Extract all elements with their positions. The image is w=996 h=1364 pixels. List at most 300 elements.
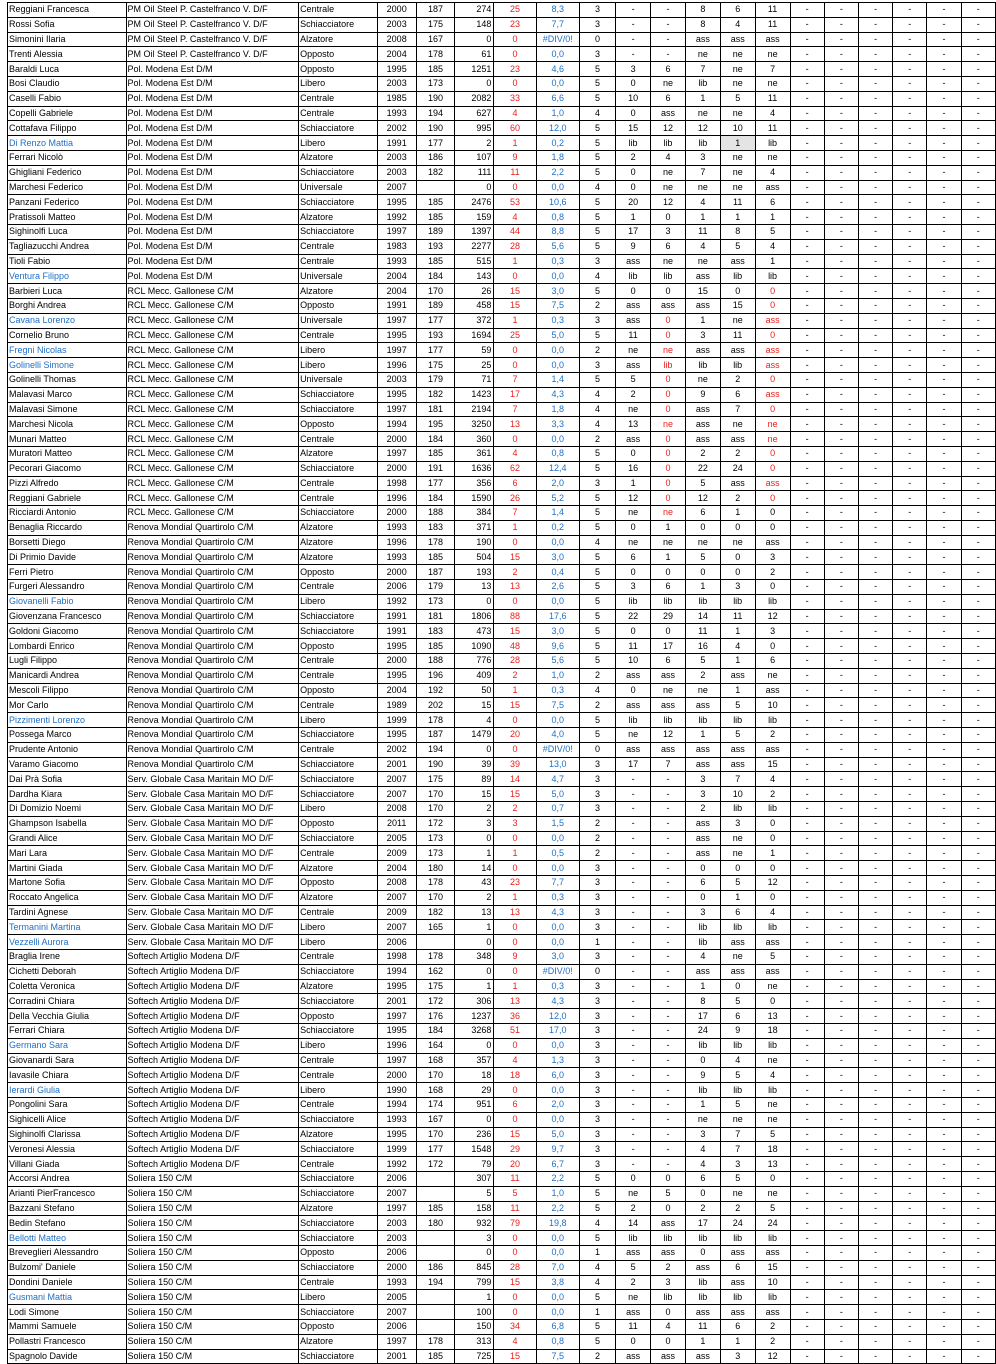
empty-match-cell: -: [824, 1186, 858, 1201]
table-row: [8, 387, 996, 402]
empty-match-cell: -: [893, 432, 927, 447]
empty-match-cell: -: [961, 594, 995, 609]
empty-match-cell: -: [893, 1038, 927, 1053]
height-cell: 184: [416, 269, 455, 284]
role-cell: Centrale: [299, 254, 378, 269]
match-3-cell: 1: [685, 728, 720, 743]
empty-match-cell: -: [858, 1290, 892, 1305]
team-cell: RCL Mecc. Gallonese C/M: [126, 343, 299, 358]
empty-match-cell: -: [824, 654, 858, 669]
birth-year-cell: 2007: [377, 890, 416, 905]
team-cell: Soliera 150 C/M: [126, 1275, 299, 1290]
match-2-cell: 0: [651, 624, 686, 639]
average-cell: 2,2: [536, 165, 579, 180]
match-3-cell: 15: [685, 284, 720, 299]
match-5-cell: lib: [755, 1290, 790, 1305]
empty-match-cell: -: [961, 506, 995, 521]
empty-match-cell: -: [824, 757, 858, 772]
role-cell: Centrale: [299, 580, 378, 595]
empty-match-cell: -: [858, 1275, 892, 1290]
height-cell: 170: [416, 890, 455, 905]
match-3-cell: 8: [685, 17, 720, 32]
player-name-cell: Lodi Simone: [8, 1305, 127, 1320]
match-4-cell: 3: [720, 1157, 755, 1172]
matches-cell: 5: [579, 520, 615, 535]
total-points-cell: 361: [455, 446, 494, 461]
empty-match-cell: -: [893, 772, 927, 787]
height-cell: 162: [416, 964, 455, 979]
empty-match-cell: -: [927, 654, 961, 669]
total-points-cell: 18: [455, 1068, 494, 1083]
empty-match-cell: -: [790, 861, 824, 876]
empty-match-cell: -: [961, 372, 995, 387]
season-points-cell: 39: [494, 757, 536, 772]
matches-cell: 3: [579, 3, 615, 18]
match-5-cell: 0: [755, 328, 790, 343]
team-cell: Softech Artiglio Modena D/F: [126, 1157, 299, 1172]
match-2-cell: -: [651, 1053, 686, 1068]
match-2-cell: -: [651, 1157, 686, 1172]
match-5-cell: lib: [755, 1231, 790, 1246]
match-1-cell: -: [616, 1053, 651, 1068]
empty-match-cell: -: [858, 1171, 892, 1186]
height-cell: 195: [416, 417, 455, 432]
empty-match-cell: -: [824, 935, 858, 950]
role-cell: Alzatore: [299, 1334, 378, 1349]
average-cell: 2,6: [536, 580, 579, 595]
birth-year-cell: 2001: [377, 757, 416, 772]
average-cell: 6,0: [536, 1068, 579, 1083]
empty-match-cell: -: [961, 402, 995, 417]
table-row: [8, 624, 996, 639]
total-points-cell: 2082: [455, 91, 494, 106]
match-4-cell: ass: [720, 742, 755, 757]
empty-match-cell: -: [961, 520, 995, 535]
role-cell: Libero: [299, 594, 378, 609]
table-row: [8, 1201, 996, 1216]
match-2-cell: 0: [651, 1171, 686, 1186]
season-points-cell: 44: [494, 224, 536, 239]
height-cell: 177: [416, 313, 455, 328]
match-2-cell: ne: [651, 76, 686, 91]
matches-cell: 5: [579, 62, 615, 77]
empty-match-cell: -: [927, 1097, 961, 1112]
average-cell: 3,8: [536, 1275, 579, 1290]
match-2-cell: ne: [651, 180, 686, 195]
matches-cell: 4: [579, 180, 615, 195]
season-points-cell: 9: [494, 150, 536, 165]
table-row: [8, 17, 996, 32]
average-cell: 13,0: [536, 757, 579, 772]
birth-year-cell: 1997: [377, 224, 416, 239]
empty-match-cell: -: [790, 446, 824, 461]
birth-year-cell: 2005: [377, 831, 416, 846]
average-cell: 0,2: [536, 520, 579, 535]
table-row: [8, 802, 996, 817]
empty-match-cell: -: [927, 417, 961, 432]
match-5-cell: 0: [755, 491, 790, 506]
height-cell: 177: [416, 343, 455, 358]
match-4-cell: ne: [720, 831, 755, 846]
match-4-cell: 6: [720, 1009, 755, 1024]
role-cell: Schiacciatore: [299, 1260, 378, 1275]
empty-match-cell: -: [824, 1097, 858, 1112]
matches-cell: 3: [579, 861, 615, 876]
table-row: [8, 683, 996, 698]
player-name-cell: Ferrari Chiara: [8, 1023, 127, 1038]
empty-match-cell: -: [927, 698, 961, 713]
empty-match-cell: -: [961, 964, 995, 979]
table-row: [8, 787, 996, 802]
empty-match-cell: -: [824, 269, 858, 284]
team-cell: Soliera 150 C/M: [126, 1334, 299, 1349]
empty-match-cell: -: [893, 683, 927, 698]
empty-match-cell: -: [927, 580, 961, 595]
match-3-cell: 2: [685, 1201, 720, 1216]
empty-match-cell: -: [893, 17, 927, 32]
empty-match-cell: -: [927, 32, 961, 47]
total-points-cell: 0: [455, 180, 494, 195]
season-points-cell: 15: [494, 298, 536, 313]
empty-match-cell: -: [824, 905, 858, 920]
player-name-cell: Simonini Ilaria: [8, 32, 127, 47]
team-cell: RCL Mecc. Gallonese C/M: [126, 387, 299, 402]
birth-year-cell: 1991: [377, 624, 416, 639]
empty-match-cell: -: [790, 284, 824, 299]
season-points-cell: 1: [494, 313, 536, 328]
match-4-cell: ass: [720, 1305, 755, 1320]
empty-match-cell: -: [961, 1216, 995, 1231]
match-5-cell: 15: [755, 757, 790, 772]
empty-match-cell: -: [858, 313, 892, 328]
empty-match-cell: -: [858, 920, 892, 935]
match-3-cell: 5: [685, 550, 720, 565]
match-5-cell: 12: [755, 1349, 790, 1364]
table-row: [8, 831, 996, 846]
season-points-cell: 17: [494, 387, 536, 402]
total-points-cell: 1806: [455, 609, 494, 624]
match-4-cell: 5: [720, 239, 755, 254]
match-1-cell: 9: [616, 239, 651, 254]
table-row: [8, 328, 996, 343]
match-1-cell: -: [616, 831, 651, 846]
match-2-cell: 0: [651, 491, 686, 506]
table-row: [8, 165, 996, 180]
empty-match-cell: -: [858, 1260, 892, 1275]
birth-year-cell: 1997: [377, 1009, 416, 1024]
match-2-cell: 0: [651, 284, 686, 299]
season-points-cell: 11: [494, 1171, 536, 1186]
empty-match-cell: -: [893, 920, 927, 935]
empty-match-cell: -: [858, 802, 892, 817]
role-cell: Alzatore: [299, 550, 378, 565]
empty-match-cell: -: [858, 861, 892, 876]
match-2-cell: ne: [651, 506, 686, 521]
season-points-cell: 15: [494, 1127, 536, 1142]
empty-match-cell: -: [961, 935, 995, 950]
role-cell: Schiacciatore: [299, 402, 378, 417]
match-1-cell: 0: [616, 284, 651, 299]
player-name-cell: Giovanelli Fabio: [8, 594, 127, 609]
empty-match-cell: -: [790, 491, 824, 506]
role-cell: Alzatore: [299, 979, 378, 994]
empty-match-cell: -: [858, 1334, 892, 1349]
empty-match-cell: -: [824, 876, 858, 891]
match-4-cell: ass: [720, 432, 755, 447]
average-cell: 3,0: [536, 624, 579, 639]
table-row: [8, 1142, 996, 1157]
empty-match-cell: -: [893, 979, 927, 994]
match-1-cell: 0: [616, 565, 651, 580]
empty-match-cell: -: [893, 417, 927, 432]
total-points-cell: 274: [455, 3, 494, 18]
empty-match-cell: -: [893, 1142, 927, 1157]
match-4-cell: ass: [720, 343, 755, 358]
match-2-cell: -: [651, 950, 686, 965]
season-points-cell: 4: [494, 446, 536, 461]
match-2-cell: 6: [651, 580, 686, 595]
role-cell: Alzatore: [299, 210, 378, 225]
birth-year-cell: 2004: [377, 861, 416, 876]
match-5-cell: 11: [755, 17, 790, 32]
season-points-cell: 28: [494, 654, 536, 669]
match-3-cell: ass: [685, 432, 720, 447]
average-cell: 12,4: [536, 461, 579, 476]
empty-match-cell: -: [824, 698, 858, 713]
match-5-cell: 6: [755, 654, 790, 669]
player-name-cell: Sighinolfi Luca: [8, 224, 127, 239]
match-3-cell: ne: [685, 372, 720, 387]
team-cell: RCL Mecc. Gallonese C/M: [126, 313, 299, 328]
season-points-cell: 7: [494, 402, 536, 417]
team-cell: Pol. Modena Est D/M: [126, 239, 299, 254]
table-row: [8, 1186, 996, 1201]
empty-match-cell: -: [927, 1142, 961, 1157]
empty-match-cell: -: [790, 876, 824, 891]
matches-cell: 4: [579, 387, 615, 402]
empty-match-cell: -: [824, 210, 858, 225]
team-cell: RCL Mecc. Gallonese C/M: [126, 476, 299, 491]
match-3-cell: 11: [685, 624, 720, 639]
team-cell: Renova Mondial Quartirolo C/M: [126, 535, 299, 550]
empty-match-cell: -: [858, 3, 892, 18]
empty-match-cell: -: [824, 979, 858, 994]
table-row: [8, 994, 996, 1009]
birth-year-cell: 2002: [377, 742, 416, 757]
empty-match-cell: -: [824, 1127, 858, 1142]
birth-year-cell: 1991: [377, 298, 416, 313]
birth-year-cell: 1995: [377, 1127, 416, 1142]
match-2-cell: ne: [651, 535, 686, 550]
table-row: [8, 1068, 996, 1083]
height-cell: 185: [416, 210, 455, 225]
total-points-cell: 71: [455, 372, 494, 387]
empty-match-cell: -: [961, 802, 995, 817]
average-cell: 0,3: [536, 683, 579, 698]
empty-match-cell: -: [893, 76, 927, 91]
empty-match-cell: -: [893, 180, 927, 195]
table-row: [8, 565, 996, 580]
match-1-cell: -: [616, 47, 651, 62]
match-1-cell: -: [616, 802, 651, 817]
match-4-cell: 5: [720, 1097, 755, 1112]
match-5-cell: 7: [755, 62, 790, 77]
role-cell: Libero: [299, 713, 378, 728]
table-row: [8, 1319, 996, 1334]
height-cell: [416, 1171, 455, 1186]
table-row: [8, 1038, 996, 1053]
player-name-cell: Mammi Samuele: [8, 1319, 127, 1334]
birth-year-cell: 1995: [377, 328, 416, 343]
empty-match-cell: -: [927, 1275, 961, 1290]
match-2-cell: -: [651, 1023, 686, 1038]
match-5-cell: ne: [755, 1186, 790, 1201]
empty-match-cell: -: [790, 1216, 824, 1231]
empty-match-cell: -: [961, 180, 995, 195]
average-cell: 5,6: [536, 654, 579, 669]
team-cell: Serv. Globale Casa Maritain MO D/F: [126, 787, 299, 802]
match-4-cell: ne: [720, 535, 755, 550]
match-5-cell: lib: [755, 713, 790, 728]
empty-match-cell: -: [927, 476, 961, 491]
matches-cell: 4: [579, 535, 615, 550]
role-cell: Alzatore: [299, 861, 378, 876]
height-cell: 172: [416, 994, 455, 1009]
empty-match-cell: -: [824, 565, 858, 580]
match-1-cell: 12: [616, 491, 651, 506]
empty-match-cell: -: [824, 668, 858, 683]
player-name-cell: Ierardi Giulia: [8, 1083, 127, 1098]
table-row: [8, 224, 996, 239]
team-cell: Renova Mondial Quartirolo C/M: [126, 728, 299, 743]
match-1-cell: -: [616, 1068, 651, 1083]
average-cell: 17,6: [536, 609, 579, 624]
match-5-cell: 2: [755, 1334, 790, 1349]
empty-match-cell: -: [961, 950, 995, 965]
empty-match-cell: -: [927, 1216, 961, 1231]
empty-match-cell: -: [790, 668, 824, 683]
empty-match-cell: -: [961, 1157, 995, 1172]
table-row: [8, 446, 996, 461]
player-name-cell: Bellotti Matteo: [8, 1231, 127, 1246]
match-5-cell: 0: [755, 994, 790, 1009]
season-points-cell: 15: [494, 698, 536, 713]
match-3-cell: ne: [685, 180, 720, 195]
table-row: [8, 239, 996, 254]
season-points-cell: 28: [494, 239, 536, 254]
season-points-cell: 7: [494, 372, 536, 387]
role-cell: Schiacciatore: [299, 1112, 378, 1127]
match-1-cell: -: [616, 1142, 651, 1157]
empty-match-cell: -: [893, 343, 927, 358]
player-name-cell: Panzani Federico: [8, 195, 127, 210]
height-cell: 186: [416, 150, 455, 165]
empty-match-cell: -: [961, 609, 995, 624]
role-cell: Schiacciatore: [299, 787, 378, 802]
matches-cell: 3: [579, 772, 615, 787]
table-row: [8, 742, 996, 757]
height-cell: 175: [416, 17, 455, 32]
empty-match-cell: -: [824, 1142, 858, 1157]
match-1-cell: 0: [616, 1171, 651, 1186]
birth-year-cell: 1993: [377, 254, 416, 269]
table-row: [8, 964, 996, 979]
table-row: [8, 1349, 996, 1364]
total-points-cell: 995: [455, 121, 494, 136]
total-points-cell: 0: [455, 742, 494, 757]
empty-match-cell: -: [893, 565, 927, 580]
match-1-cell: 0: [616, 683, 651, 698]
match-4-cell: ne: [720, 1112, 755, 1127]
empty-match-cell: -: [893, 1068, 927, 1083]
player-name-cell: Arianti PierFrancesco: [8, 1186, 127, 1201]
match-5-cell: 13: [755, 1157, 790, 1172]
match-4-cell: 7: [720, 1127, 755, 1142]
empty-match-cell: -: [824, 1201, 858, 1216]
average-cell: 0,8: [536, 446, 579, 461]
match-3-cell: ass: [685, 298, 720, 313]
average-cell: 0,0: [536, 861, 579, 876]
empty-match-cell: -: [824, 1231, 858, 1246]
team-cell: RCL Mecc. Gallonese C/M: [126, 417, 299, 432]
empty-match-cell: -: [824, 580, 858, 595]
empty-match-cell: -: [893, 1245, 927, 1260]
empty-match-cell: -: [824, 62, 858, 77]
match-1-cell: -: [616, 994, 651, 1009]
empty-match-cell: -: [961, 47, 995, 62]
empty-match-cell: -: [824, 1038, 858, 1053]
average-cell: 7,0: [536, 1260, 579, 1275]
total-points-cell: 50: [455, 683, 494, 698]
matches-cell: 3: [579, 1112, 615, 1127]
season-points-cell: 1: [494, 254, 536, 269]
match-1-cell: 1: [616, 210, 651, 225]
table-row: [8, 343, 996, 358]
height-cell: 182: [416, 387, 455, 402]
role-cell: Schiacciatore: [299, 964, 378, 979]
match-1-cell: ne: [616, 728, 651, 743]
match-2-cell: 0: [651, 372, 686, 387]
empty-match-cell: -: [893, 1290, 927, 1305]
match-5-cell: 6: [755, 195, 790, 210]
team-cell: Softech Artiglio Modena D/F: [126, 1112, 299, 1127]
match-4-cell: 8: [720, 224, 755, 239]
team-cell: Soliera 150 C/M: [126, 1186, 299, 1201]
empty-match-cell: -: [824, 32, 858, 47]
birth-year-cell: 2000: [377, 3, 416, 18]
empty-match-cell: -: [858, 402, 892, 417]
role-cell: Schiacciatore: [299, 387, 378, 402]
empty-match-cell: -: [961, 816, 995, 831]
empty-match-cell: -: [893, 609, 927, 624]
match-4-cell: 4: [720, 1053, 755, 1068]
birth-year-cell: 2000: [377, 1260, 416, 1275]
role-cell: Centrale: [299, 742, 378, 757]
empty-match-cell: -: [824, 920, 858, 935]
match-5-cell: lib: [755, 802, 790, 817]
season-points-cell: 7: [494, 506, 536, 521]
height-cell: 175: [416, 979, 455, 994]
height-cell: 179: [416, 580, 455, 595]
empty-match-cell: -: [824, 831, 858, 846]
average-cell: 1,0: [536, 106, 579, 121]
role-cell: Schiacciatore: [299, 121, 378, 136]
team-cell: Serv. Globale Casa Maritain MO D/F: [126, 816, 299, 831]
season-points-cell: 33: [494, 91, 536, 106]
empty-match-cell: -: [927, 861, 961, 876]
match-3-cell: 6: [685, 1171, 720, 1186]
birth-year-cell: 2000: [377, 461, 416, 476]
